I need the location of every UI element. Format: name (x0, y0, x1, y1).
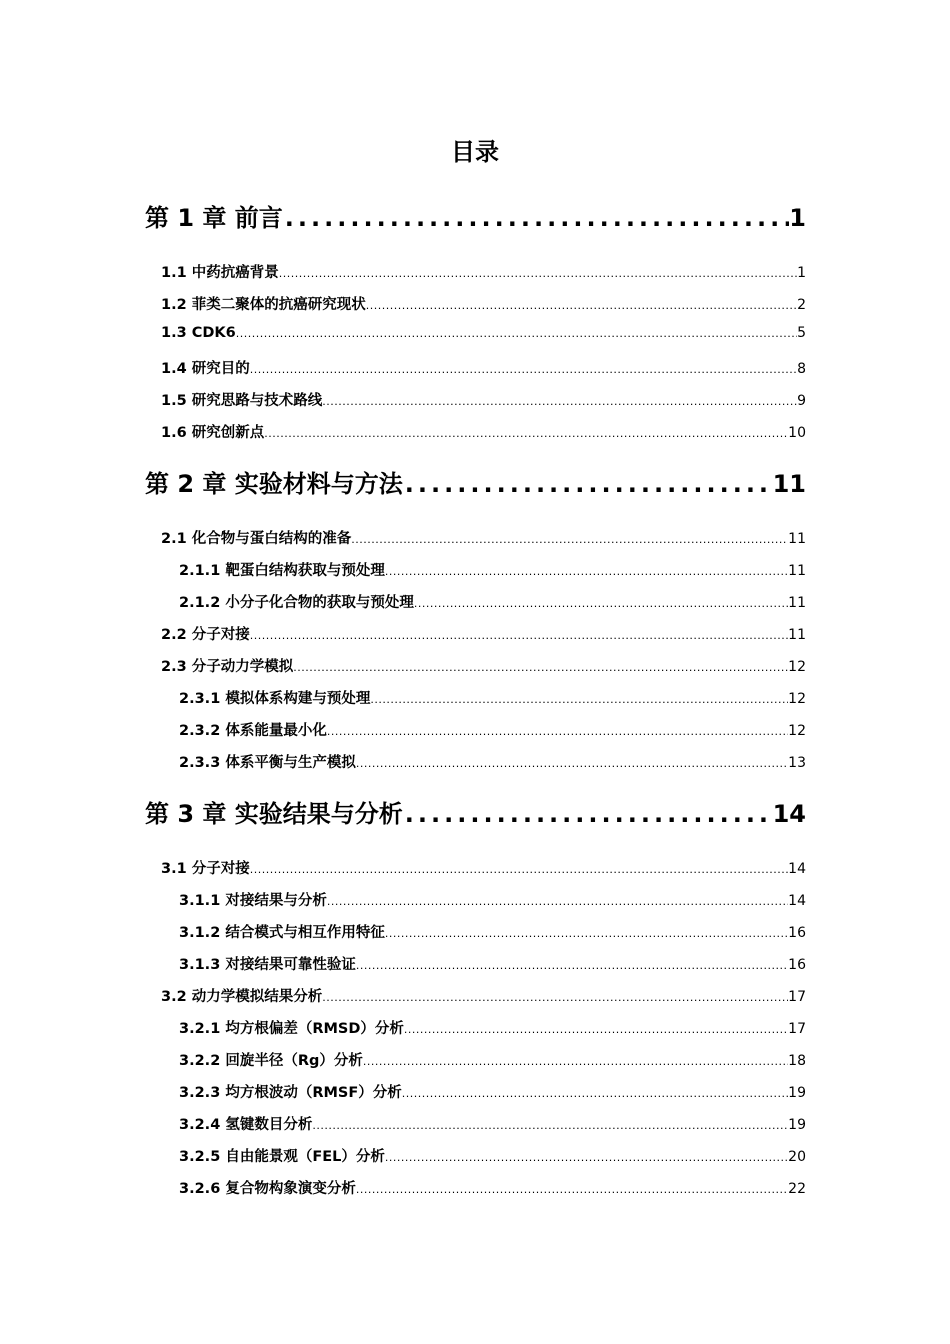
toc-section-3-1-1[interactable] (179, 889, 806, 911)
toc-label: 2.3.2 体系能量最小化 (179, 723, 327, 739)
toc-label: 1.4 研究目的 (161, 361, 250, 377)
toc-leader (327, 895, 788, 908)
toc-leader (414, 597, 788, 610)
toc-label: 3.2.1 均方根偏差（RMSD）分析 (179, 1021, 404, 1037)
toc-section-2-1[interactable] (161, 527, 806, 549)
toc-section-3-2-5[interactable] (179, 1145, 806, 1167)
toc-section-2-3[interactable] (161, 655, 806, 677)
toc-label: 3.1.2 结合模式与相互作用特征 (179, 925, 385, 941)
toc-label: 1.3 CDK6 (161, 325, 236, 341)
toc-section-1-5[interactable] (161, 389, 806, 411)
toc-label: 3.2.4 氢键数目分析 (179, 1117, 313, 1133)
toc-leader (293, 661, 788, 674)
toc-chapter-1[interactable] (145, 198, 806, 232)
toc-page-number: 12 (788, 691, 806, 707)
toc-section-2-2[interactable] (161, 623, 806, 645)
toc-leader (322, 991, 788, 1004)
toc-leader (402, 1087, 788, 1100)
toc-page-number: 2 (797, 297, 806, 313)
toc-section-3-2-2[interactable] (179, 1049, 806, 1071)
toc-page-number: 19 (788, 1085, 806, 1101)
toc-page-number: 19 (788, 1117, 806, 1133)
toc-leader (403, 800, 773, 828)
toc-label: 3.2.6 复合物构象演变分析 (179, 1181, 356, 1197)
toc-section-3-2-6[interactable] (179, 1177, 806, 1199)
toc-label: 2.3 分子动力学模拟 (161, 659, 294, 675)
toc-page-number: 11 (772, 470, 806, 498)
toc-section-3-2[interactable] (161, 985, 806, 1007)
toc-label: 3.1.1 对接结果与分析 (179, 893, 327, 909)
toc-label: 2.2 分子对接 (161, 627, 250, 643)
toc-label: 2.1.1 靶蛋白结构获取与预处理 (179, 563, 385, 579)
toc-leader (250, 863, 788, 876)
toc-section-3-1-2[interactable] (179, 921, 806, 943)
toc-page-number: 16 (788, 925, 806, 941)
toc-label: 2.1 化合物与蛋白结构的准备 (161, 531, 352, 547)
toc-section-1-1[interactable] (161, 261, 806, 283)
toc-page-number: 11 (788, 595, 806, 611)
toc-page-number: 11 (788, 563, 806, 579)
toc-page-number: 5 (797, 325, 806, 341)
toc-section-3-2-3[interactable] (179, 1081, 806, 1103)
toc-leader (356, 1183, 788, 1196)
toc-leader (322, 395, 797, 408)
toc-page-number: 13 (788, 755, 806, 771)
toc-page-number: 12 (788, 659, 806, 675)
toc-leader (356, 959, 788, 972)
toc-label: 3.2.5 自由能景观（FEL）分析 (179, 1149, 385, 1165)
toc-chapter-3[interactable] (145, 794, 806, 828)
toc-section-3-2-1[interactable] (179, 1017, 806, 1039)
toc-page-number: 14 (772, 800, 806, 828)
toc-page-number: 14 (788, 893, 806, 909)
toc-section-1-2[interactable] (161, 293, 806, 315)
toc-label: 1.2 菲类二聚体的抗癌研究现状 (161, 297, 366, 313)
toc-page-number: 11 (788, 627, 806, 643)
toc-section-3-2-4[interactable] (179, 1113, 806, 1135)
toc-leader (385, 565, 788, 578)
toc-section-2-3-2[interactable] (179, 719, 806, 741)
toc-page-number: 22 (788, 1181, 806, 1197)
toc-section-3-1[interactable] (161, 857, 806, 879)
toc-label: 3.2 动力学模拟结果分析 (161, 989, 323, 1005)
toc-page-number: 16 (788, 957, 806, 973)
toc-label: 第 3 章 实验结果与分析 (145, 800, 403, 828)
toc-leader (404, 1023, 788, 1036)
toc-page-number: 12 (788, 723, 806, 739)
toc-page-number: 20 (788, 1149, 806, 1165)
toc-section-2-3-1[interactable] (179, 687, 806, 709)
toc-leader (356, 757, 788, 770)
toc-label: 2.1.2 小分子化合物的获取与预处理 (179, 595, 414, 611)
toc-page-number: 17 (788, 1021, 806, 1037)
toc-label: 1.5 研究思路与技术路线 (161, 393, 323, 409)
toc-page-number: 1 (789, 204, 806, 232)
toc-label: 3.1 分子对接 (161, 861, 250, 877)
toc-leader (403, 470, 773, 498)
toc-section-3-1-3[interactable] (179, 953, 806, 975)
toc-chapter-2[interactable] (145, 464, 806, 498)
toc-section-1-3[interactable] (161, 325, 806, 347)
toc-label: 第 2 章 实验材料与方法 (145, 470, 403, 498)
toc-leader (363, 1055, 788, 1068)
toc-label: 2.3.1 模拟体系构建与预处理 (179, 691, 371, 707)
toc-page-number: 1 (797, 265, 806, 281)
toc-leader (312, 1119, 788, 1132)
toc-leader (236, 327, 797, 340)
toc-page-number: 18 (788, 1053, 806, 1069)
toc-page-number: 11 (788, 531, 806, 547)
toc-leader (351, 533, 788, 546)
toc-section-2-1-1[interactable] (179, 559, 806, 581)
toc-leader (370, 693, 788, 706)
toc-label: 3.2.3 均方根波动（RMSF）分析 (179, 1085, 402, 1101)
toc-section-1-4[interactable] (161, 357, 806, 379)
toc-page-number: 17 (788, 989, 806, 1005)
toc-leader (283, 204, 790, 232)
toc-section-2-3-3[interactable] (179, 751, 806, 773)
toc-leader (264, 427, 788, 440)
toc-leader (385, 1151, 788, 1164)
toc-label: 3.2.2 回旋半径（Rg）分析 (179, 1053, 363, 1069)
page-title: 目录 (451, 138, 499, 166)
toc-leader (385, 927, 788, 940)
toc-leader (279, 267, 797, 280)
toc-page-number: 9 (797, 393, 806, 409)
toc-section-2-1-2[interactable] (179, 591, 806, 613)
toc-label: 3.1.3 对接结果可靠性验证 (179, 957, 356, 973)
toc-page-number: 14 (788, 861, 806, 877)
toc-leader (250, 629, 788, 642)
toc-label: 第 1 章 前言 (145, 204, 283, 232)
toc-label: 1.1 中药抗癌背景 (161, 265, 279, 281)
toc-label: 1.6 研究创新点 (161, 425, 265, 441)
toc-leader (250, 363, 797, 376)
toc-page-number: 10 (788, 425, 806, 441)
toc-leader (366, 299, 797, 312)
toc-label: 2.3.3 体系平衡与生产模拟 (179, 755, 356, 771)
toc-leader (327, 725, 788, 738)
toc-section-1-6[interactable] (161, 421, 806, 443)
toc-page-number: 8 (797, 361, 806, 377)
